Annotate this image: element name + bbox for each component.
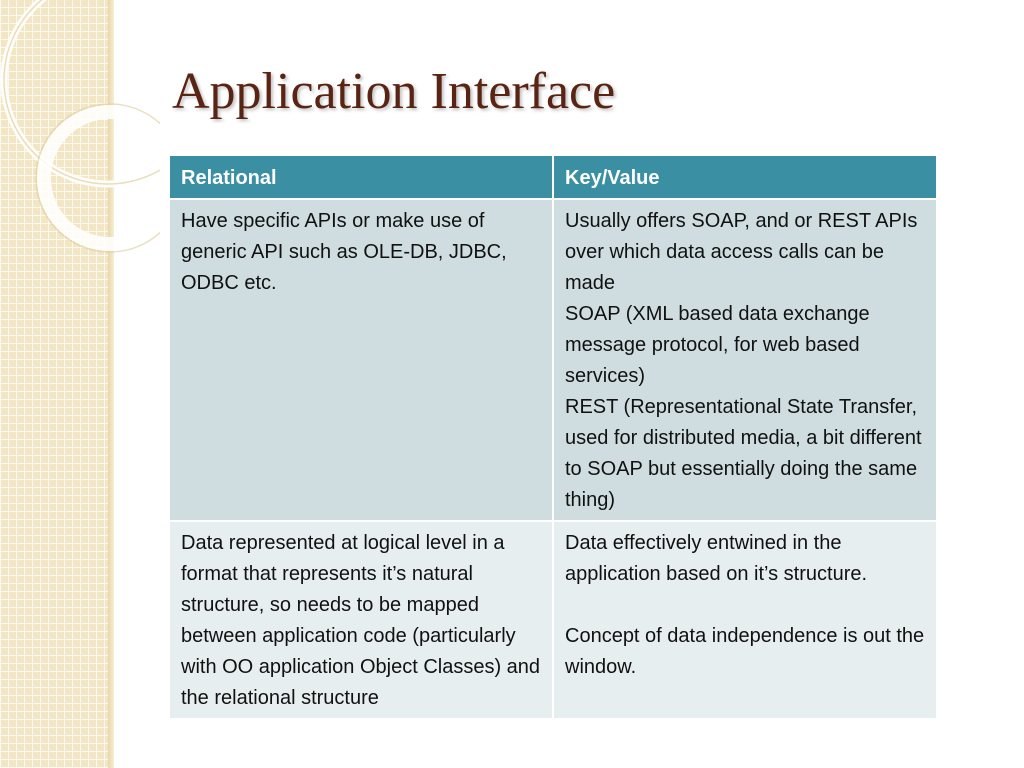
slide-title: Application Interface	[172, 63, 616, 120]
header-key-value: Key/Value	[553, 156, 936, 199]
cell-relational-data	[170, 521, 553, 719]
table-header-row	[170, 156, 936, 199]
cell-text: Have specific APIs or make use of generic API such as OLE-DB, JDBC, ODBC etc.	[181, 210, 507, 294]
decorative-circles	[0, 0, 160, 300]
cell-text: REST (Representational State Transfer, used for distributed media, a bit different to SOAP but essentially doing the same thing)	[565, 396, 922, 511]
table-row	[170, 199, 936, 521]
comparison-table	[170, 156, 936, 720]
header-relational: Relational	[170, 156, 553, 199]
cell-text: Data represented at logical level in a format that represents it’s natural structure, so needs to be mapped between application code (particularly with OO application Object Classes) and the relational structure	[181, 532, 541, 709]
cell-text: Data effectively entwined in the application based on it’s structure.	[565, 532, 868, 585]
cell-blank-line	[565, 590, 926, 621]
comparison-table-container	[170, 156, 936, 720]
cell-key-value-data	[553, 521, 936, 719]
cell-text: Usually offers SOAP, and or REST APIs over which data access calls can be made	[565, 210, 918, 294]
cell-text: SOAP (XML based data exchange message protocol, for web based services)	[565, 303, 870, 387]
cell-text: Concept of data independence is out the window.	[565, 625, 925, 678]
table-row	[170, 521, 936, 719]
cell-relational-apis	[170, 199, 553, 521]
cell-key-value-apis	[553, 199, 936, 521]
